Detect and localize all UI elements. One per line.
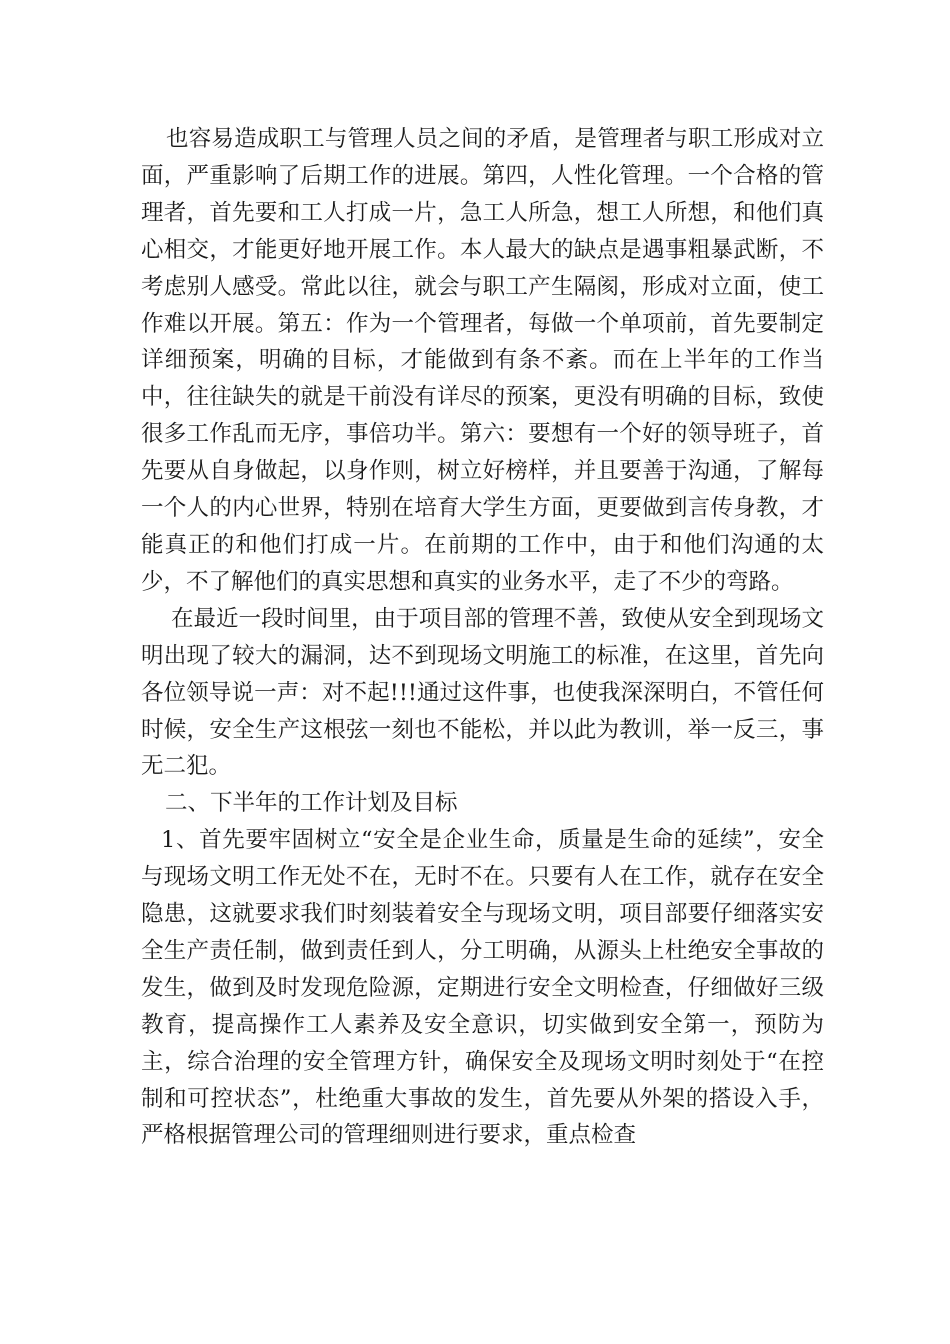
paragraph-safety-apology: 在最近一段时间里，由于项目部的管理不善，致使从安全到现场文明出现了较大的漏洞，达不到现场文明施工的标准，在这里，首先向各位领导说一声：对不起!!!通过这件事，也使我深深明白，不管任何时候，安全生产这根弦一刻也不能松，并以此为教训，举一反三，事无二犯。 (141, 605, 824, 780)
paragraph-safety-plan: 1、首先要牢固树立“安全是企业生命，质量是生命的延续”，安全与现场文明工作无处不在，无时不在。只要有人在工作，就存在安全隐患，这就要求我们时刻装着安全与现场文明，项目部要仔细落实安全生产责任制，做到责任到人，分工明确，从源头上杜绝安全事故的发生，做到及时发现危险源，定期进行安全文明检查，仔细做好三级教育，提高操作工人素养及安全意识，切实做到安全第一，预防为主，综合治理的安全管理方针，确保安全及现场文明时刻处于“在控制和可控状态”，杜绝重大事故的发生，首先要从外架的搭设入手，严格根据管理公司的管理细则进行要求，重点检查 (141, 827, 824, 1149)
section-heading-plan: 二、下半年的工作计划及目标 (165, 790, 458, 817)
paragraph-management-review: 也容易造成职工与管理人员之间的矛盾，是管理者与职工形成对立面，严重影响了后期工作的进展。第四，人性化管理。一个合格的管理者，首先要和工人打成一片，急工人所急，想工人所想，和他们真心相交，才能更好地开展工作。本人最大的缺点是遇事粗暴武断，不考虑别人感受。常此以往，就会与职工产生隔阂，形成对立面，使工作难以开展。第五：作为一个管理者，每做一个单项前，首先要制定详细预案，明确的目标，才能做到有条不紊。而在上半年的工作当中，往往缺失的就是干前没有详尽的预案，更没有明确的目标，致使很多工作乱而无序，事倍功半。第六：要想有一个好的领导班子，首先要从自身做起，以身作则，树立好榜样，并且要善于沟通，了解每一个人的内心世界，特别在培育大学生方面，更要做到言传身教，才能真正的和他们打成一片。在前期的工作中，由于和他们沟通的太少，不了解他们的真实思想和真实的业务水平，走了不少的弯路。 (141, 126, 824, 595)
